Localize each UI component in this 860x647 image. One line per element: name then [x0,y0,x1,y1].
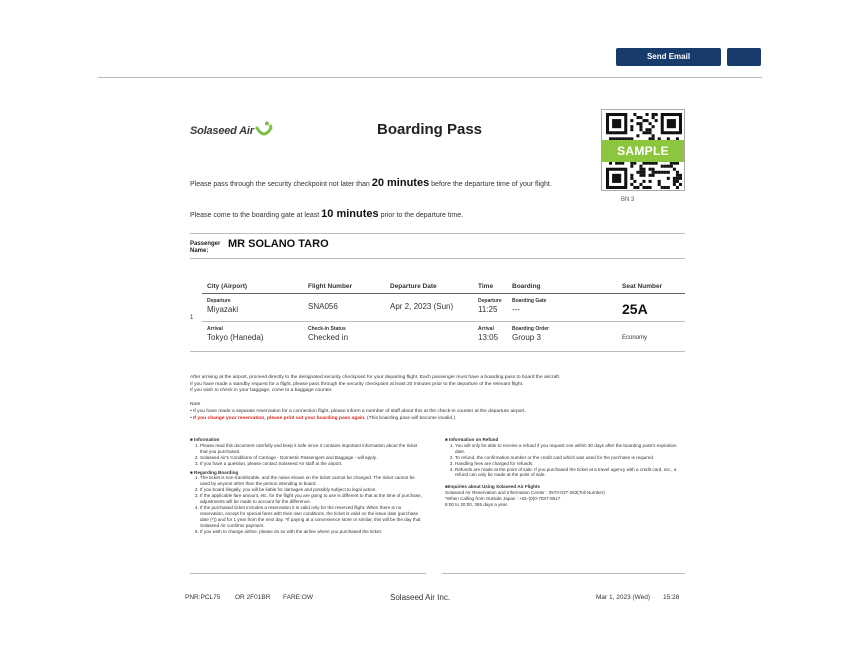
security-notice [190,177,600,191]
header-seat-number: Seat Number [622,283,663,290]
leg-number: 1 [190,315,194,321]
note-warning: If you change your reservation, please print out your boarding pass again. [193,416,366,421]
header-city: City (Airport) [207,283,248,290]
refund-item: 1. You will only be able to receive a refund if you request one within 30 days after the boarding pass's expiration date. [455,443,685,455]
boarding-gate-label: Boarding Gate [512,298,547,304]
bn-number: BN 3 [621,197,635,203]
boarding-item: 5. If you wish to change airline, please do so with the airline where you purchased the ticket. [200,529,422,535]
departure-time-label: Departure [478,298,502,304]
column-bottom-rule [190,573,426,574]
gate-notice-text: Please come to the boarding gate at least [190,212,320,219]
info-item: 1. Please read this document carefully and keep it safe since it contains important information about the ticket that you purchased. [200,443,422,455]
inquiries-line: Solaseed Air Reservation and Information Center : 0570-037-283(Toll Number) [445,490,605,496]
inquiries-heading: ■Inquiries about Using Solaseed Air Flights [445,484,541,490]
passenger-label: Passenger Name: [190,241,221,254]
flight-number: SNA056 [308,302,338,311]
send-email-button[interactable]: Send Email [616,48,721,66]
divider [190,351,685,352]
airline-logo [190,120,280,142]
note-label: Note [190,402,201,407]
inquiries-line: *When Calling from Outside Japan : +81-(0)0-7037-8617 [445,496,561,502]
more-button[interactable] [727,48,761,66]
refund-heading: ■ Information on Refund [445,437,499,442]
instruction-line: If you have made a standby request for a flight, please pass through the security checkpoint at least 20 minutes prior to the departure of the relevant flight. [190,381,524,387]
checkin-label: Check-in Status [308,326,346,332]
note-item [190,408,685,415]
refund-item: 3. Handling fees are charged for refunds. [455,461,685,467]
info-column-right [445,434,685,508]
instruction-line: After arriving at the airport, proceed directly to the designated security checkpoint for your departing flight. Each passenger must have a boarding pass to board the aircraft. [190,375,561,380]
checkin-status: Checked in [308,333,349,342]
arrival-time: 13:05 [478,333,499,342]
footer-issued-time: 15:28 [663,594,680,601]
boarding-item: 3. If the applicable fare amount, etc. for the flight you are going to use is different to that at the time of purchase, adjustments will be made to account for the difference. [200,493,422,505]
row-divider [202,321,685,322]
boarding-item: 1. The ticket is non-transferable, and the name shown on the ticket cannot be changed. The ticket cannot be used by anyone other than the person intending to board. [200,475,422,487]
inquiries-line: 8:00 to 20:00, 365 days a year. [445,502,509,508]
divider [190,258,685,259]
cabin-class: Economy [622,335,648,341]
arrival-label: Arrival [207,326,223,332]
notes-list [190,408,685,422]
gate-notice [190,208,600,220]
info-item: 3. If you have a question, please contact Solaseed Air staff at the airport. [200,461,422,467]
info-heading: ■ Information [190,437,220,442]
security-notice-text-end: before the departure time of your flight. [431,181,552,188]
sample-badge: SAMPLE [602,140,684,162]
security-notice-text: Please pass through the security checkpoint not later than [190,181,370,188]
departure-label: Departure [207,298,231,304]
note-text: If you have made a separate reservation for a connection flight, please inform a member of staff about this at the check-in counter at the departure airport. [193,409,526,414]
gate-minutes: 10 minutes [321,208,379,220]
refund-item: 4. Refunds are made at the point of sale. If you purchased the ticket at a travel agency with a credit card, etc., a refund can only be made at the point of sale. [455,467,685,479]
header-departure-date: Departure Date [390,283,437,290]
boarding-order-label: Boarding Order [512,326,549,332]
passenger-name: MR SOLANO TARO [228,238,329,250]
instruction-line: If you wish to check in your baggage, come to a baggage counter. [190,388,333,393]
note-suffix: (This boarding pass will become invalid.) [367,416,456,421]
logo-smile-icon [254,120,274,140]
departure-time: 11:25 [478,305,498,314]
toolbar-divider [98,77,762,78]
logo-text: Solaseed Air [190,125,254,137]
footer-issued-date: Mar 1, 2023 (Wed) [596,594,651,601]
seat-number: 25A [622,301,648,317]
departure-city: Miyazaki [207,305,239,314]
departure-date: Apr 2, 2023 (Sun) [390,302,454,311]
page-title: Boarding Pass [377,121,483,138]
toolbar [0,0,860,80]
boarding-item: 4. If the purchased ticket includes a reservation it is valid only for the reserved flight. When there is no reservation, except for special fares with their own conditions, the ticket is valid on the issue date (purchase date (*)) and for 1 year from the next day. *If paying at a convenience store or similar, this will be the day that Solaseed Air confirms payment. [200,505,422,529]
info-item: 2. Solaseed Air's Conditions of Carriage - Domestic Passengers and Baggage - will apply. [200,455,422,461]
boarding-item: 2. If you board illegally, you will be liable for damages and possibly subject to legal action. [200,487,422,493]
footer-or: OR 2F01BR [235,594,271,601]
footer-company: Solaseed Air Inc. [390,593,451,602]
table-header-rule [202,293,685,294]
boarding-pass-document [185,95,685,615]
qr-code [601,109,685,191]
footer-pnr: PNR:PCL75 [185,594,221,601]
gate-notice-text-end: prior to the departure time. [380,212,464,219]
arrival-city: Tokyo (Haneda) [207,333,264,342]
boarding-heading: ■ Regarding Boarding [190,469,239,475]
column-bottom-rule [442,573,685,574]
note-item [190,415,685,422]
header-time: Time [478,283,494,290]
info-column-left [190,434,422,535]
refund-item: 2. To refund, the confirmation number or the credit card which was used for the purchase is required. [455,455,685,461]
divider [190,233,685,234]
boarding-order: Group 3 [512,333,541,342]
arrival-time-label: Arrival [478,326,494,332]
header-flight-number: Flight Number [308,283,353,290]
security-minutes: 20 minutes [371,177,430,189]
boarding-gate: --- [512,305,520,314]
footer-fare: FARE:OW [283,594,313,601]
airport-instructions [190,375,685,395]
header-boarding: Boarding [512,283,541,290]
